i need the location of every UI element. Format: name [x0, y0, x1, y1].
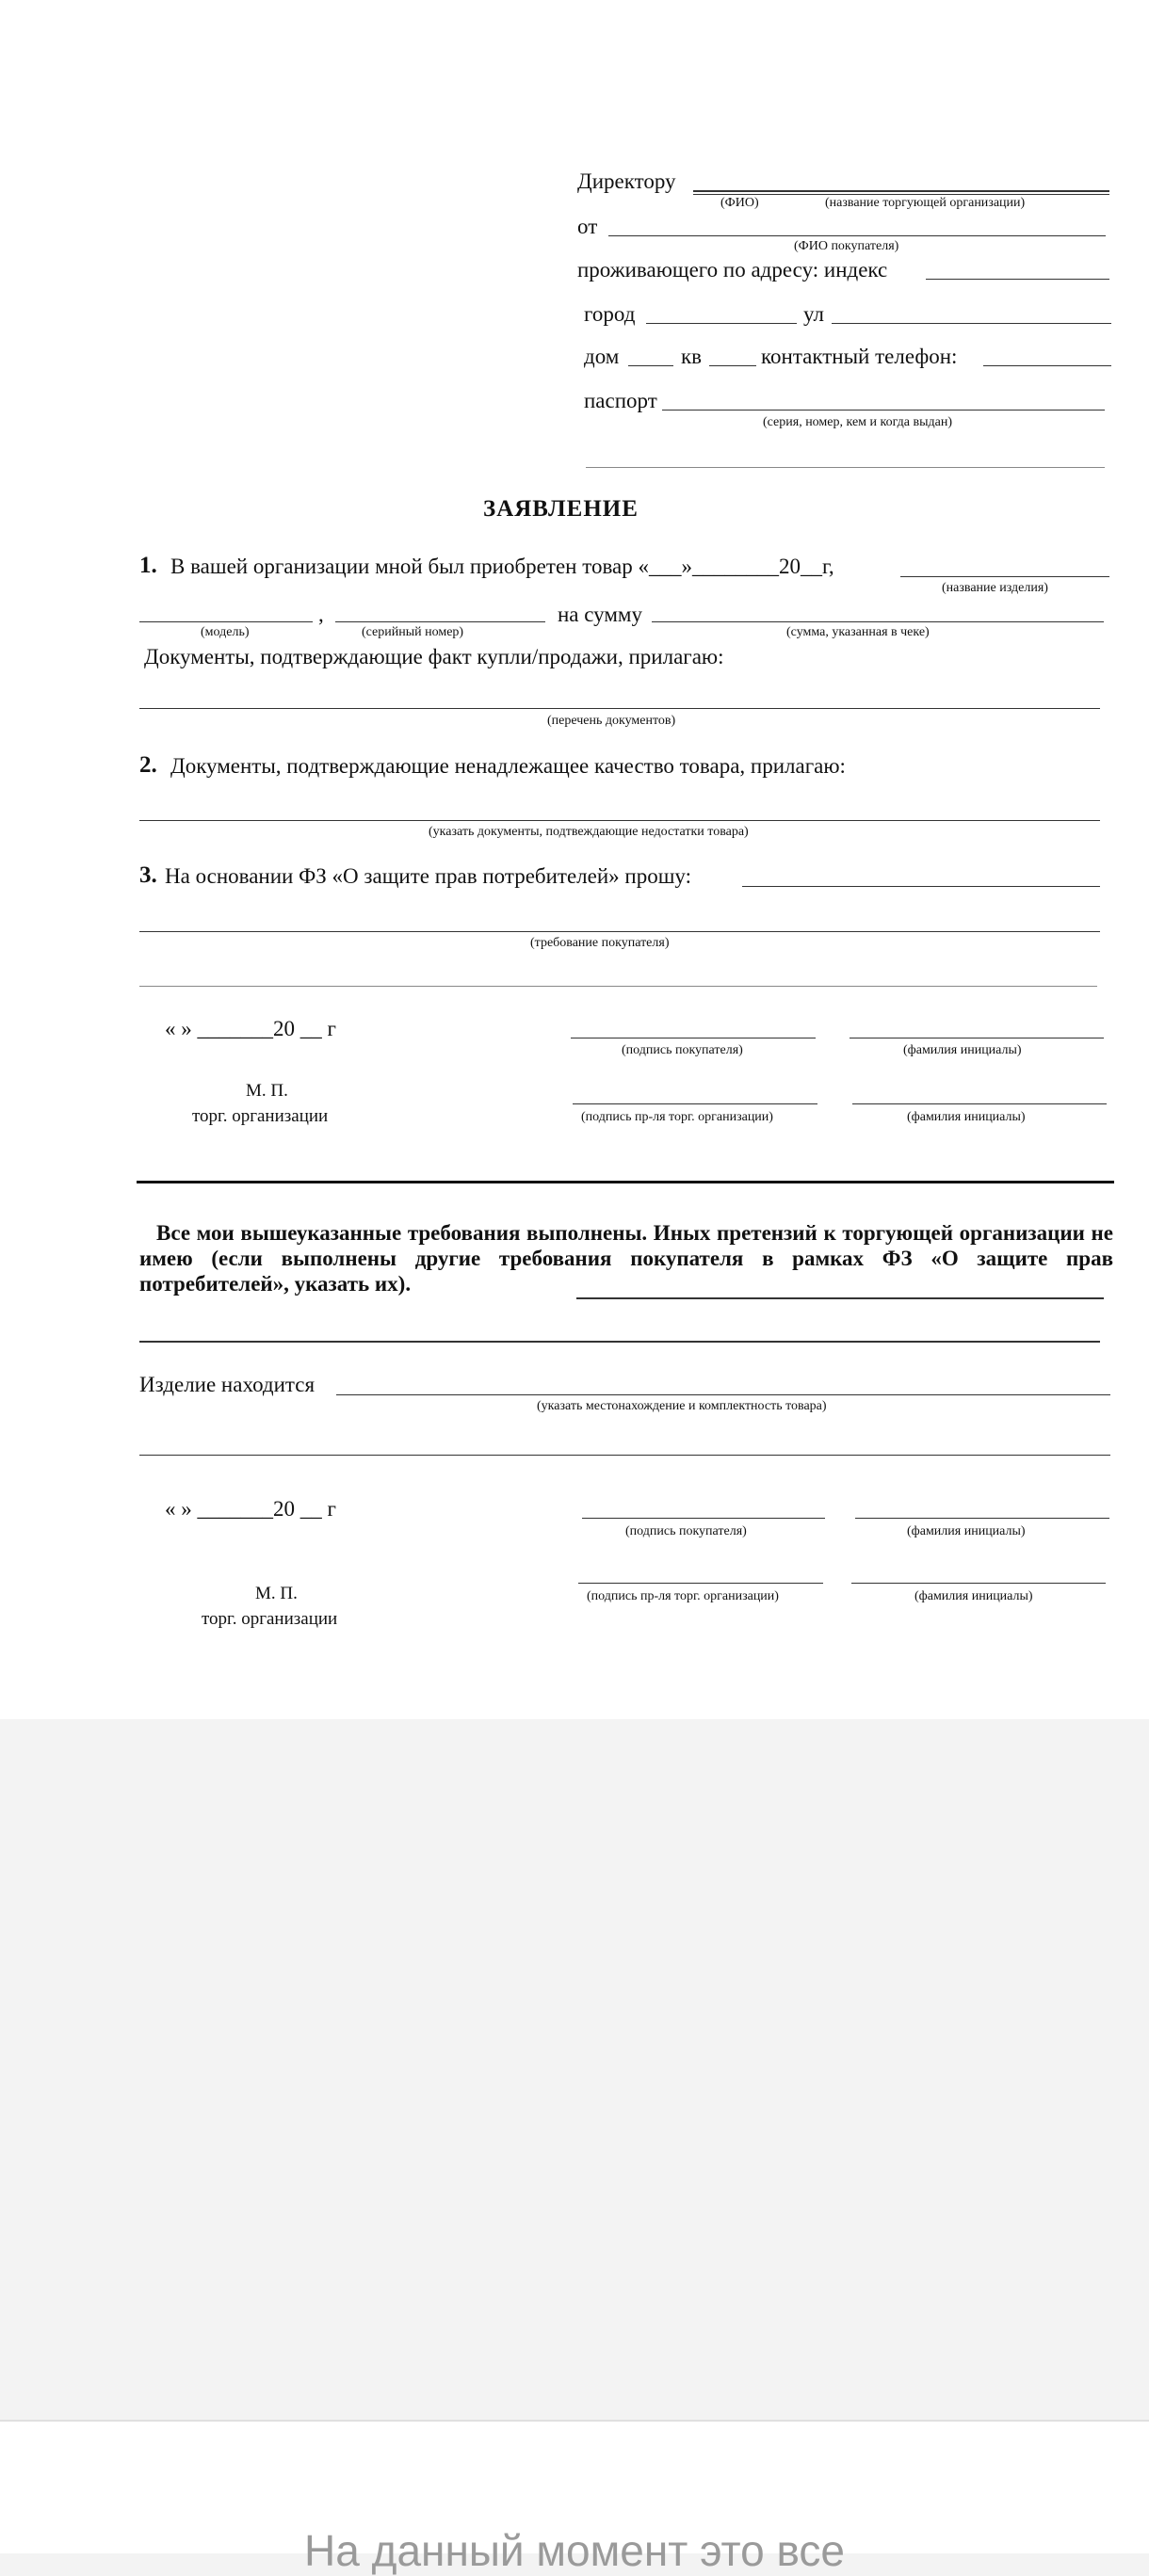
city-line	[646, 323, 797, 324]
director-line-2	[693, 194, 1109, 195]
address-label: проживающего по адресу: индекс	[577, 258, 888, 282]
sign1-mp: М. П.	[246, 1081, 288, 1101]
sign1-name-hint: (фамилия инициалы)	[903, 1043, 1022, 1057]
item2-text: Документы, подтверждающие ненадлежащее качество товара, прилагаю:	[170, 754, 846, 778]
from-label: от	[577, 215, 598, 238]
banner-text: На данный момент это все	[304, 2526, 845, 2575]
sign1-org-hint: (подпись пр-ля торг. организации)	[581, 1110, 773, 1124]
index-line	[926, 279, 1109, 280]
sign1-date: « » _______20 __ г	[165, 1017, 336, 1040]
bottom-banner	[0, 2420, 1149, 2575]
item1-comma: ,	[318, 603, 324, 626]
sign1-name-hint-2: (фамилия инициалы)	[907, 1110, 1026, 1124]
sign2-name-line	[855, 1518, 1109, 1519]
item3-text: На основании ФЗ «О защите прав потребителей» прошу:	[165, 864, 692, 888]
sign2-org-hint: (подпись пр-ля торг. организации)	[587, 1589, 779, 1603]
item3-number: 3.	[139, 862, 157, 888]
item1-number: 1.	[139, 553, 157, 578]
location-hint: (указать местонахождение и комплектность товара)	[537, 1399, 827, 1413]
sign2-org-line	[578, 1583, 823, 1584]
section-divider	[137, 1181, 1114, 1183]
sign1-buyer-hint: (подпись покупателя)	[622, 1043, 743, 1057]
model-line	[139, 621, 313, 622]
item1-text: В вашей организации мной был приобретен товар «___»________20__г,	[170, 555, 834, 578]
from-line	[608, 235, 1106, 236]
sign1-org: торг. организации	[192, 1106, 329, 1126]
phone-line	[983, 365, 1111, 366]
sign2-name-hint: (фамилия инициалы)	[907, 1524, 1026, 1538]
page-title: ЗАЯВЛЕНИЕ	[483, 496, 639, 522]
banner-divider	[0, 2420, 1149, 2422]
location-line	[336, 1394, 1110, 1395]
request-line-3	[139, 986, 1097, 987]
location-label: Изделие находится	[139, 1373, 316, 1396]
street-label: ул	[803, 302, 824, 326]
sign2-name-hint-2: (фамилия инициалы)	[914, 1589, 1033, 1603]
sign2-buyer-hint: (подпись покупателя)	[625, 1524, 747, 1538]
sign2-date: « » _______20 __ г	[165, 1497, 336, 1521]
city-label: город	[584, 302, 636, 326]
fio-hint: (ФИО)	[720, 196, 759, 210]
house-line	[628, 365, 673, 366]
street-line	[832, 323, 1111, 324]
sign2-org: торг. организации	[202, 1609, 338, 1629]
item2-number: 2.	[139, 752, 157, 778]
serial-hint: (серийный номер)	[362, 625, 464, 639]
sign1-name-line-2	[852, 1103, 1107, 1104]
sign2-mp: М. П.	[255, 1584, 298, 1603]
passport-line	[662, 410, 1105, 411]
org-hint: (название торгующей организации)	[825, 196, 1026, 210]
request-hint: (требование покупателя)	[530, 936, 670, 950]
product-line	[900, 576, 1109, 577]
purchase-docs-line	[139, 708, 1100, 709]
sign2-name-line-2	[851, 1583, 1106, 1584]
serial-line	[335, 621, 545, 622]
confirmation-text: Все мои вышеуказанные требования выполнены. Иных претензий к торгующей организации не имею (если выполнены другие требования покупателя в рамках ФЗ «О защите прав потребителей», указать их).	[139, 1221, 1113, 1296]
phone-label: контактный телефон:	[761, 345, 958, 368]
request-line-2	[139, 931, 1100, 932]
purchase-docs-hint: (перечень документов)	[547, 714, 676, 728]
model-hint: (модель)	[201, 625, 250, 639]
passport-label: паспорт	[584, 389, 657, 412]
confirmation-line-2	[139, 1341, 1100, 1343]
director-label: Директору	[577, 169, 676, 193]
product-hint: (название изделия)	[942, 581, 1048, 595]
request-line-1	[742, 886, 1100, 887]
director-line	[693, 190, 1109, 192]
confirmation-line-1	[576, 1297, 1104, 1299]
sum-hint: (сумма, указанная в чеке)	[786, 625, 930, 639]
buyer-hint: (ФИО покупателя)	[794, 239, 899, 253]
purchase-docs-text: Документы, подтверждающие факт купли/продажи, прилагаю:	[144, 645, 724, 668]
quality-docs-hint: (указать документы, подтвеждающие недостатки товара)	[429, 825, 749, 839]
header-extra-line	[586, 467, 1105, 468]
sum-line	[652, 621, 1104, 622]
sign2-buyer-line	[582, 1518, 825, 1519]
flat-label: кв	[681, 345, 703, 368]
flat-line	[709, 365, 756, 366]
sum-label: на сумму	[558, 603, 642, 626]
quality-docs-line	[139, 820, 1100, 821]
location-line-2	[139, 1455, 1110, 1456]
passport-hint: (серия, номер, кем и когда выдан)	[763, 415, 952, 429]
house-label: дом	[584, 345, 620, 368]
sign1-org-line	[573, 1103, 817, 1104]
